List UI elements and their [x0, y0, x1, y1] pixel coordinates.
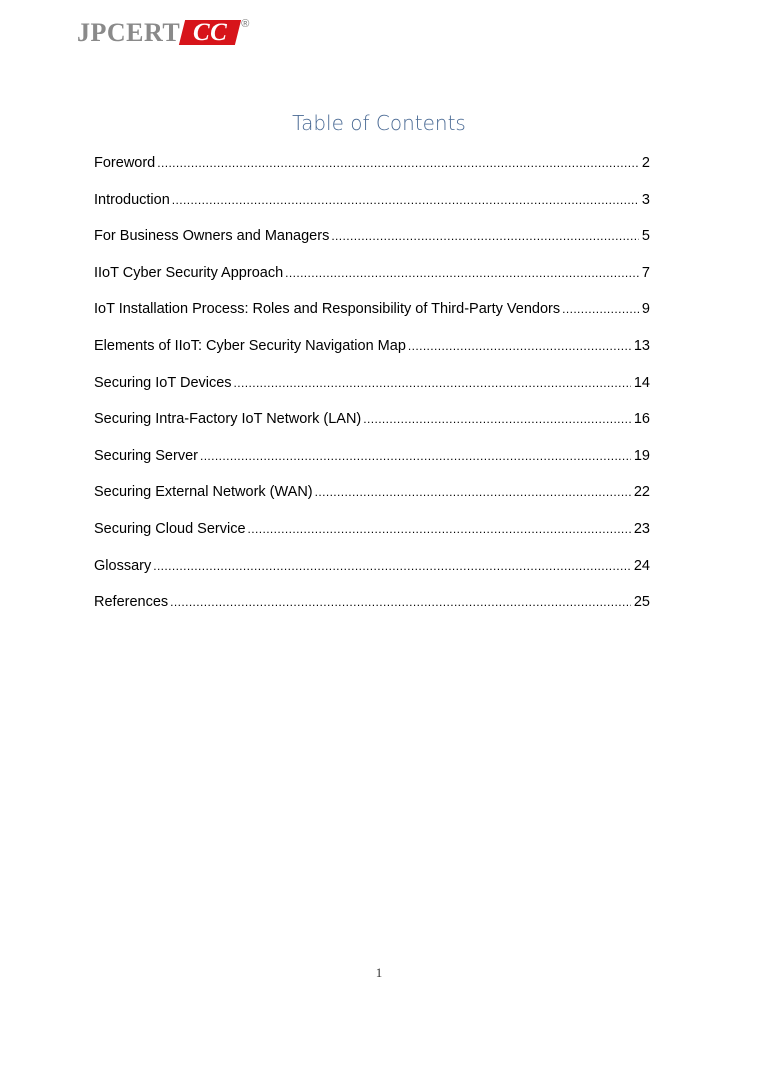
toc-entry-page: 7	[641, 264, 650, 281]
toc-leader-dots	[172, 190, 639, 210]
toc-entry-title: Securing IoT Devices	[94, 374, 232, 391]
jpcert-cc-logo	[77, 18, 249, 48]
toc-entry-page: 16	[633, 411, 650, 428]
toc-entry-page: 14	[633, 374, 650, 391]
toc-leader-dots	[170, 592, 631, 612]
toc-entry-lan[interactable]	[94, 409, 650, 446]
toc-entry-glossary[interactable]	[94, 556, 650, 593]
toc-entry-wan[interactable]	[94, 482, 650, 519]
toc-entry-page: 24	[633, 557, 650, 574]
toc-entry-title: Foreword	[94, 155, 156, 171]
toc-entry-iiot-approach[interactable]	[94, 263, 650, 300]
toc-entry-title: Securing Server	[94, 447, 198, 464]
logo-cc-box	[179, 20, 241, 45]
toc-leader-dots	[153, 556, 631, 576]
toc-entry-business-owners[interactable]	[94, 226, 650, 263]
toc-entry-title: Securing Intra-Factory IoT Network (LAN)	[94, 411, 362, 428]
toc-entry-introduction[interactable]	[94, 190, 650, 227]
toc-leader-dots	[315, 482, 631, 502]
toc-leader-dots	[285, 263, 639, 283]
toc-entry-title: IoT Installation Process: Roles and Responsibility of Third-Party Vendors	[94, 301, 561, 318]
toc-entry-foreword[interactable]	[94, 153, 650, 190]
toc-entry-page: 9	[641, 301, 650, 318]
toc-leader-dots	[363, 409, 631, 429]
registered-mark: ®	[241, 18, 250, 30]
toc-leader-dots	[234, 373, 631, 393]
toc-entry-page: 25	[633, 594, 650, 611]
toc-entry-page: 13	[633, 337, 650, 354]
toc-entry-title: Introduction	[94, 191, 170, 208]
toc-entry-title: Glossary	[94, 557, 152, 574]
toc-leader-dots	[408, 336, 631, 356]
toc-leader-dots	[562, 299, 639, 319]
toc-entry-title: References	[94, 594, 169, 611]
toc-entry-page: 23	[633, 520, 650, 537]
toc-entry-iot-devices[interactable]	[94, 373, 650, 410]
toc-title: Table of Contents	[292, 111, 466, 135]
toc-entry-server[interactable]	[94, 446, 650, 483]
toc-entry-page: 3	[641, 191, 650, 208]
toc-entry-title: Securing Cloud Service	[94, 520, 246, 537]
toc-entry-page: 22	[633, 484, 650, 501]
logo-text: JPCERT	[77, 18, 181, 47]
toc-entry-cloud-service[interactable]	[94, 519, 650, 556]
toc-list	[94, 153, 650, 629]
toc-entry-page: 2	[641, 155, 650, 171]
toc-entry-title: Elements of IIoT: Cyber Security Navigation Map	[94, 337, 406, 354]
toc-entry-title: For Business Owners and Managers	[94, 228, 330, 245]
toc-entry-title: Securing External Network (WAN)	[94, 484, 313, 501]
toc-leader-dots	[331, 226, 639, 246]
toc-leader-dots	[157, 153, 639, 173]
logo-cc-text: CC	[193, 19, 228, 46]
toc-entry-navigation-map[interactable]	[94, 336, 650, 373]
toc-entry-title: IIoT Cyber Security Approach	[94, 264, 284, 281]
page-number: 1	[375, 965, 383, 980]
toc-entry-page: 19	[633, 447, 650, 464]
toc-leader-dots	[200, 446, 631, 466]
toc-entry-installation-process[interactable]	[94, 299, 650, 336]
toc-entry-references[interactable]	[94, 592, 650, 629]
toc-entry-page: 5	[641, 228, 650, 245]
toc-leader-dots	[248, 519, 631, 539]
